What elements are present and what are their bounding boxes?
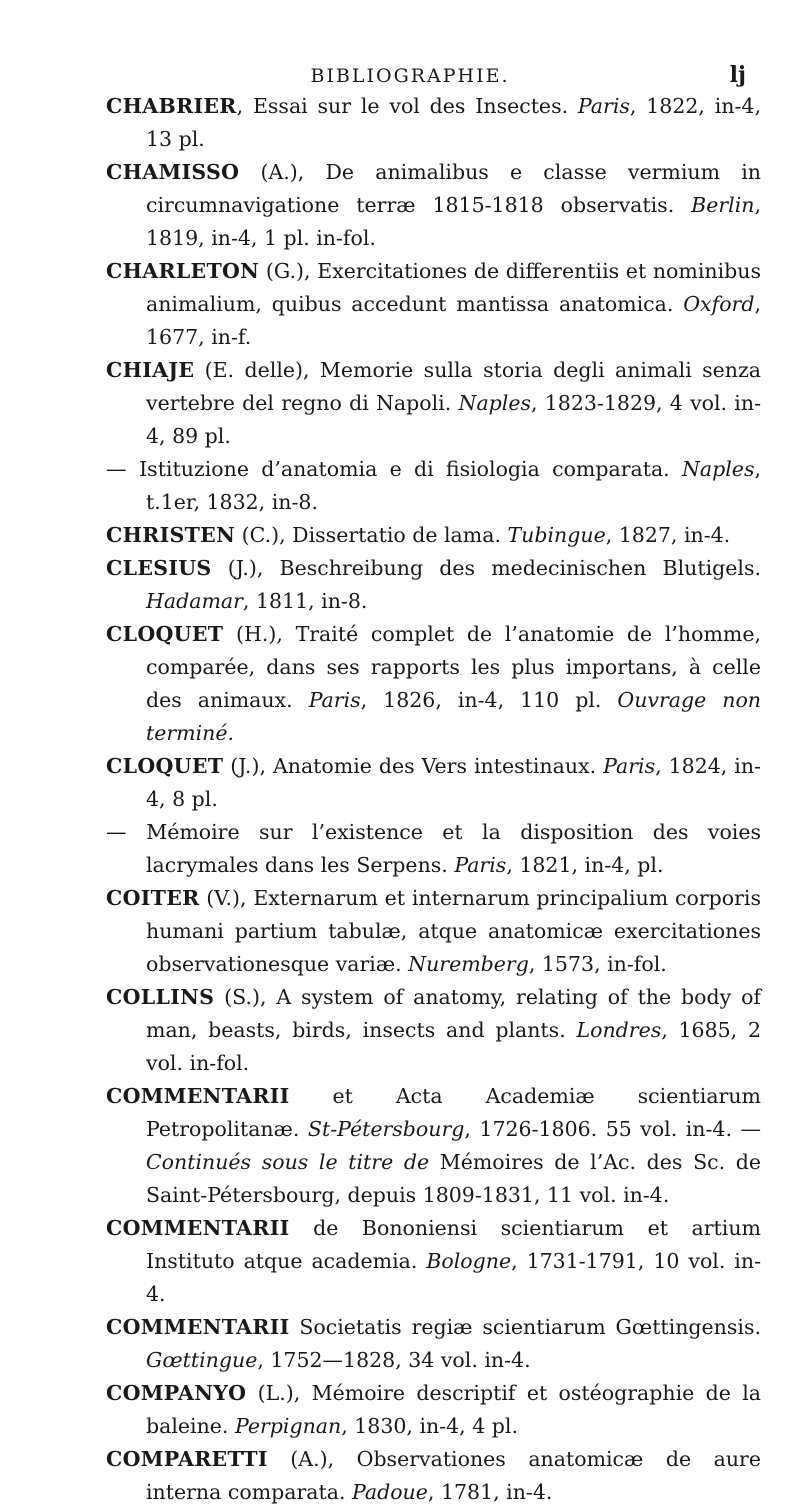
- bibliography-entry: [106, 1212, 761, 1311]
- entry-author: COMPANYO: [106, 1381, 247, 1405]
- bibliography-entry: [106, 1377, 761, 1443]
- entry-text: (A.), Observationes anatomicæ de aure interna comparata.: [146, 1447, 761, 1504]
- bibliography-entry: [106, 90, 761, 156]
- entry-place: Padoue: [352, 1480, 428, 1504]
- entry-text: et Acta Academiæ scientiarum Petropolitanæ.: [146, 1084, 761, 1141]
- entry-text: (L.), Mémoire descriptif et ostéographie de la baleine.: [146, 1381, 761, 1438]
- entry-author: COMMENTARII: [106, 1315, 290, 1339]
- entry-place: Hadamar: [146, 589, 243, 613]
- entry-author: CHARLETON: [106, 259, 260, 283]
- entry-tail: , 1731-1791, 10 vol. in-4.: [146, 1249, 761, 1306]
- entry-place: Nuremberg: [408, 952, 529, 976]
- bibliography-entry: [106, 552, 761, 618]
- entry-place: Paris: [308, 688, 361, 712]
- entry-place: Perpignan: [234, 1414, 342, 1438]
- entry-tail: , 1830, in-4, 4 pl.: [341, 1414, 518, 1438]
- entry-author: CLOQUET: [106, 622, 224, 646]
- bibliography-entry: [106, 981, 761, 1080]
- entry-tail: , 1677, in-f.: [146, 292, 761, 349]
- entry-text: (A.), De animalibus e classe vermium in circumnavigatione terræ 1815-1818 observatis.: [146, 160, 761, 217]
- entry-place: Gœttingue: [146, 1348, 258, 1372]
- entry-tail: , 1819, in-4, 1 pl. in-fol.: [146, 193, 761, 250]
- entry-place: Londres: [576, 1018, 662, 1042]
- entry-tail: , 1822, in-4, 13 pl.: [146, 94, 761, 151]
- bibliography-entry: [106, 816, 761, 882]
- bibliography-entry: [106, 1311, 761, 1377]
- entry-note: Ouvrage non terminé.: [146, 688, 761, 745]
- bibliography-entry: [106, 618, 761, 750]
- entry-tail: , 1752—1828, 34 vol. in-4.: [257, 1348, 531, 1372]
- bibliography-entry: [106, 255, 761, 354]
- entry-text: (J.), Beschreibung des medecinischen Blutigels.: [211, 556, 761, 580]
- entry-place: Tubingue: [507, 523, 606, 547]
- bibliography-entry: [106, 1443, 761, 1509]
- entry-text: de Bononiensi scientiarum et artium Instituto atque academia.: [146, 1216, 761, 1273]
- bibliography-entry: [106, 519, 761, 552]
- entry-place: Bologne: [426, 1249, 512, 1273]
- entry-author: COMMENTARII: [106, 1216, 290, 1240]
- entry-tail: , 1811, in-8.: [242, 589, 368, 613]
- bibliography-entry: [106, 453, 761, 519]
- entry-text: Istituzione d’anatomia e di fisiologia comparata.: [126, 457, 682, 481]
- entry-text: (C.), Dissertatio de lama.: [235, 523, 508, 547]
- entry-author: CLOQUET: [106, 754, 224, 778]
- bibliography-entry: [106, 750, 761, 816]
- bibliography-list: [106, 90, 761, 1509]
- entry-place: Berlin: [691, 193, 755, 217]
- entry-tail: , 1573, in-fol.: [528, 952, 667, 976]
- entry-dash: —: [106, 820, 127, 844]
- entry-note: Continués sous le titre de: [146, 1150, 430, 1174]
- entry-text: (S.), A system of anatomy, relating of the body of man, beasts, birds, insects and plants.: [146, 985, 761, 1042]
- entry-author: COMPARETTI: [106, 1447, 268, 1471]
- entry-tail: , t.1er, 1832, in-8.: [146, 457, 761, 514]
- entry-tail: , 1823-1829, 4 vol. in-4, 89 pl.: [146, 391, 761, 448]
- page-number: lj: [729, 62, 746, 88]
- entry-author: CHRISTEN: [106, 523, 236, 547]
- entry-place: Naples: [458, 391, 531, 415]
- entry-text: Societatis regiæ scientiarum Gœttingensis.: [289, 1315, 761, 1339]
- bibliography-entry: [106, 882, 761, 981]
- entry-author: COMMENTARII: [106, 1084, 290, 1108]
- entry-author: CHABRIER: [106, 94, 237, 118]
- entry-dash: —: [106, 457, 127, 481]
- entry-text: (J.), Anatomie des Vers intestinaux.: [223, 754, 604, 778]
- entry-tail: , 1824, in-4, 8 pl.: [146, 754, 761, 811]
- entry-author: CHAMISSO: [106, 160, 240, 184]
- entry-place: St-Pétersbourg: [307, 1117, 465, 1141]
- entry-tail: , 1726-1806. 55 vol. in-4. —: [464, 1117, 761, 1141]
- entry-place: Paris: [577, 94, 630, 118]
- bibliography-entry: [106, 354, 761, 453]
- entry-place: Paris: [454, 853, 507, 877]
- bibliography-entry: [106, 1080, 761, 1212]
- entry-author: COLLINS: [106, 985, 215, 1009]
- entry-author: COITER: [106, 886, 200, 910]
- entry-tail: , 1685, 2 vol. in-fol.: [146, 1018, 762, 1075]
- entry-tail-2: Mémoires de l’Ac. des Sc. de Saint-Pétersbourg, depuis 1809-1831, 11 vol. in-4.: [146, 1150, 762, 1207]
- entry-text: (G.), Exercitationes de differentiis et nominibus animalium, quibus accedunt mantissa anatomica.: [146, 259, 761, 316]
- entry-text: Mémoire sur l’existence et la disposition des voies lacrymales dans les Serpens.: [126, 820, 761, 877]
- entry-place: Paris: [603, 754, 656, 778]
- entry-author: CLESIUS: [106, 556, 212, 580]
- entry-tail: , 1781, in-4.: [427, 1480, 553, 1504]
- entry-tail: , 1826, in-4, 110 pl.: [360, 688, 618, 712]
- entry-text: (H.), Traité complet de l’anatomie de l’homme, comparée, dans ses rapports les plus importans, à celle des animaux.: [146, 622, 761, 712]
- entry-tail: , 1821, in-4, pl.: [506, 853, 664, 877]
- page-header: [60, 2, 760, 88]
- entry-text: , Essai sur le vol des Insectes.: [236, 94, 578, 118]
- bibliography-entry: [106, 156, 761, 255]
- entry-author: CHIAJE: [106, 358, 195, 382]
- entry-tail: , 1827, in-4.: [605, 523, 731, 547]
- entry-text: (V.), Externarum et internarum principalium corporis humani partium tabulæ, atque anatomicæ exercitationes observationesque variæ.: [146, 886, 761, 976]
- running-title: BIBLIOGRAPHIE.: [310, 65, 510, 87]
- entry-place: Naples: [681, 457, 755, 481]
- entry-place: Oxford: [683, 292, 755, 316]
- entry-text: (E. delle), Memorie sulla storia degli animali senza vertebre del regno di Napoli.: [146, 358, 761, 415]
